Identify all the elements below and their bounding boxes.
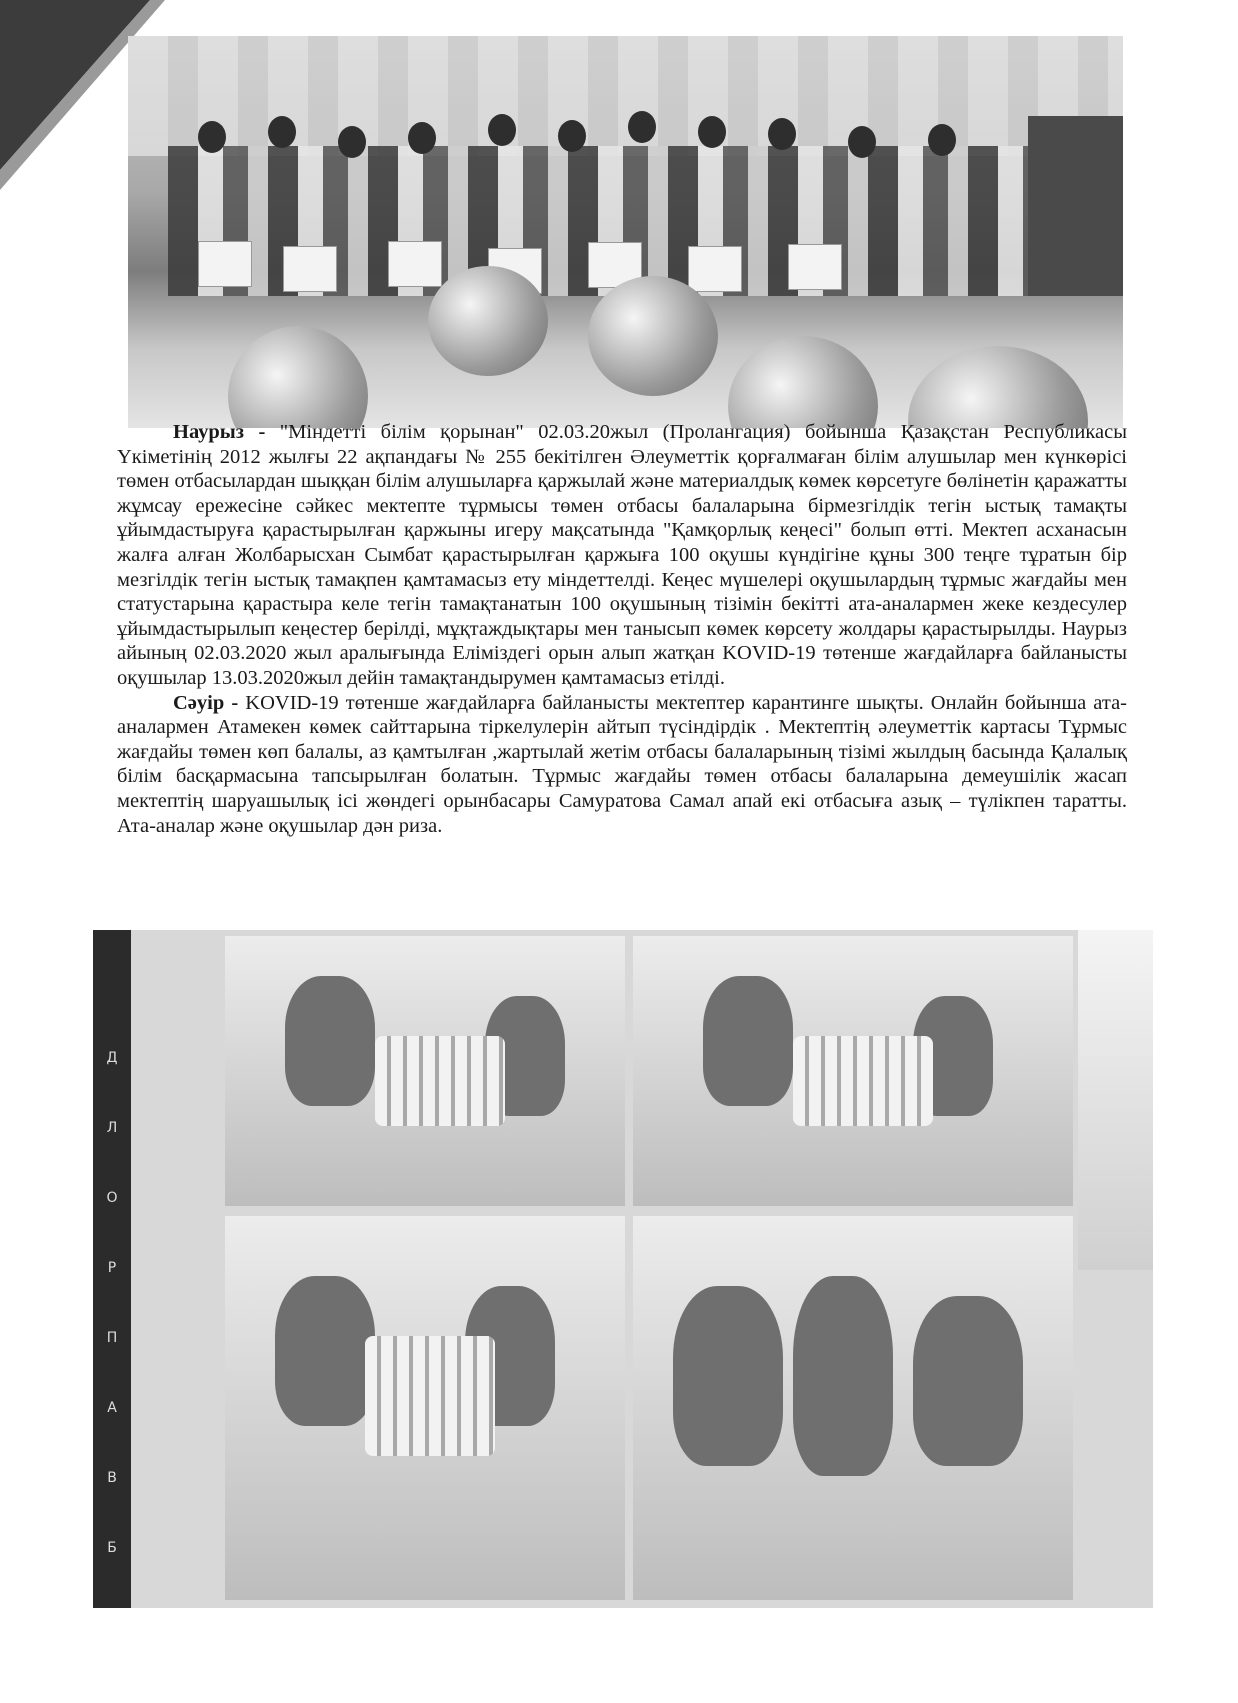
event-photo-stage-group <box>128 36 1123 428</box>
collage-photo-4 <box>633 1216 1073 1600</box>
paragraph-march-body: "Міндетті білім қорынан" 02.03.20жыл (Пролангация) бойынша Қазақстан Республикасы Үкіметінің 2012 жылғы 22 ақпандағы № 255 бекітілген Әлеуметтік қорғалмаған білім алушылар мен күнкөрісі төмен отбасылардан шыққан білім алушыларға қаржылай және материалдық көмек көрсетуге бөлінетін қаражатты жұмсау ережесіне сәйкес мектепте тұрмысы төмен отбасы балаларына бірмезгілдік тегін ыстық тамақты ұйымдастыруға қарастырылған қаржыны игеру мақсатында "Қамқорлық кеңесі" болып өтті. Мектеп асханасын жалға алған Жолбарысхан Сымбат қарастырылған қаржыға 100 оқушы күндігіне құны 300 теңге тұратын бір мезгілдік тегін ыстық тамақпен қамтамасыз ету міндеттелді. Кеңес мүшелері оқушылардың тұрмыс жағдайы мен статустарына қарастыра келе тегін тамақтанатын 100 оқушының тізімін бекітті ата-аналармен жеке кездесулер ұйымдастырылып кеңестер берілді, мұқтаждықтары мен танысып көмек көрсету жолдары қарастырылды. Наурыз айының 02.03.2020 жыл аралығында Еліміздегі орын алып жатқан KOVID-19 төтенше жағдайларға байланысты оқушылар 13.03.2020жыл дейін тамақтандырумен қамтамасыз етілді. <box>117 421 1127 689</box>
food-aid-photo-collage <box>93 930 1153 1608</box>
collage-photo-2 <box>633 936 1073 1206</box>
keyboard-key: Б <box>107 1540 117 1556</box>
keyboard-key: О <box>106 1190 118 1206</box>
keyboard-key: Л <box>106 1120 118 1136</box>
paragraph-march-lead: Наурыз - <box>173 421 266 443</box>
keyboard-key: Р <box>107 1260 117 1276</box>
keyboard-key: В <box>107 1470 117 1486</box>
collage-photo-3 <box>225 1216 625 1600</box>
scanned-paper-edge <box>1078 930 1153 1270</box>
keyboard-edge <box>93 930 131 1608</box>
paragraph-april <box>117 691 1127 839</box>
report-text <box>117 420 1127 838</box>
collage-photo-1 <box>225 936 625 1206</box>
keyboard-key: А <box>107 1400 117 1416</box>
paragraph-april-lead: Сәуір - <box>173 691 239 714</box>
keyboard-key: Д <box>106 1050 118 1066</box>
paragraph-march <box>117 420 1127 691</box>
keyboard-key: П <box>106 1330 118 1346</box>
paragraph-april-body: KOVID-19 төтенше жағдайларға байланысты мектептер карантинге шықты. Онлайн бойынша ата-аналармен Атамекен көмек сайттарына тіркелулерін айтып түсіндірдік . Мектептің әлеуметтік картасы Тұрмыс жағдайы төмен көп балалы, аз қамтылған ,жартылай жетім отбасы балаларының тізімі жылдың басында Қалалық білім басқармасына тапсырылған болатын. Тұрмыс жағдайы төмен отбасы балаларына демеушілік жасап мектептің шаруашылық ісі жөндегі орынбасары Самуратова Самал апай екі отбасыға азық – түлікпен таратты. Ата-аналар және оқушылар дән риза. <box>117 691 1128 837</box>
